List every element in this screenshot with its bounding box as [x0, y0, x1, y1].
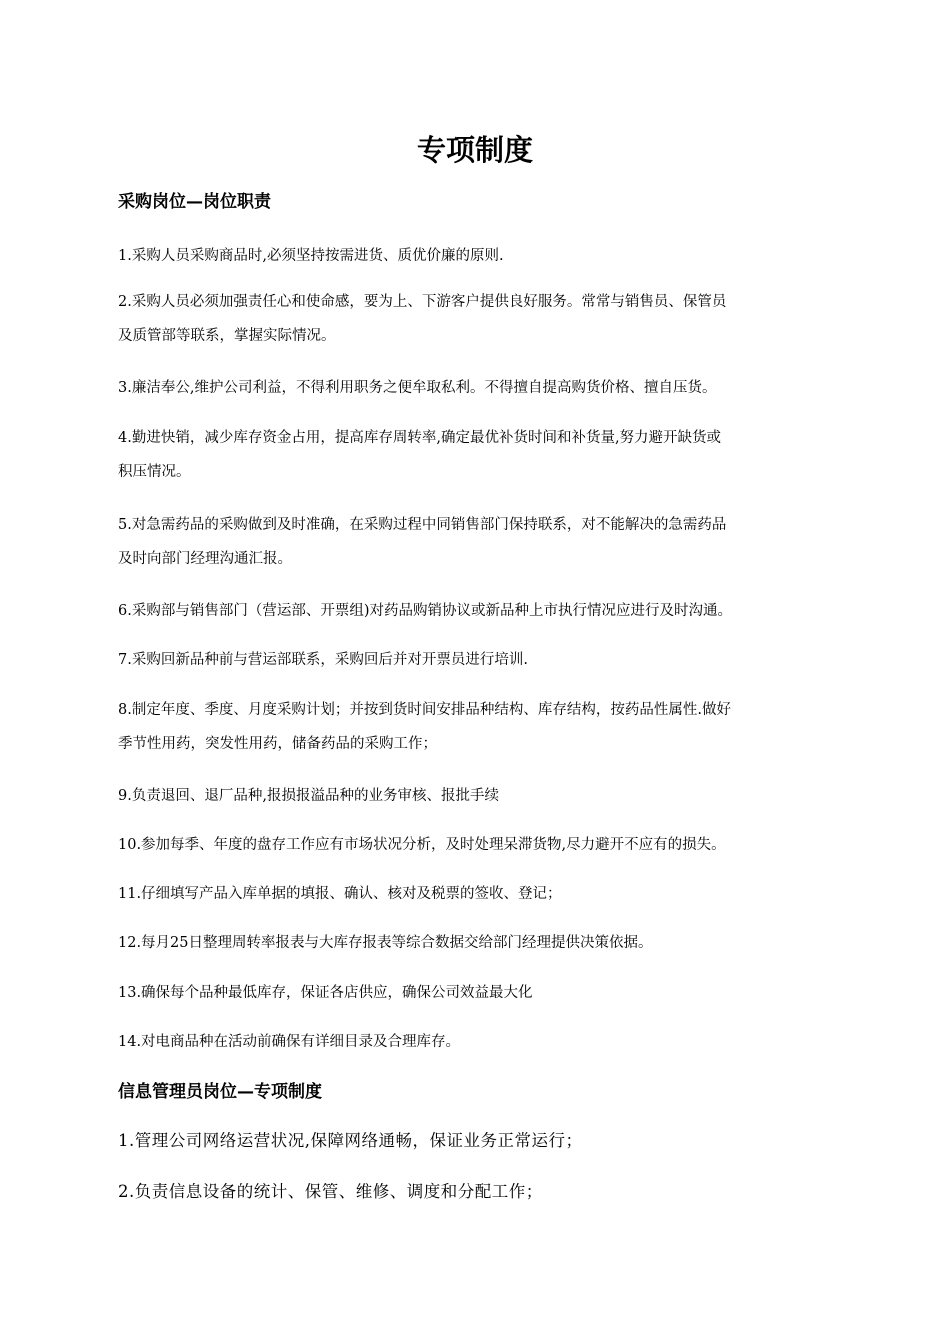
item-line: 10.参加每季、年度的盘存工作应有市场状况分析，及时处理呆滞货物,尽力避开不应有的损失。 — [118, 837, 726, 853]
list-item — [118, 693, 838, 761]
list-item — [118, 285, 838, 353]
item-line: 11.仔细填写产品入库单据的填报、确认、核对及税票的签收、登记； — [118, 886, 562, 902]
item-line: 9.负责退回、退厂品种,报损报溢品种的业务审核、报批手续 — [118, 788, 499, 804]
item-line: 1.采购人员采购商品时,必须坚持按需进货、质优价廉的原则. — [118, 248, 504, 264]
page-title: 专项制度 — [416, 133, 533, 167]
item-line: 7.采购回新品种前与营运部联系，采购回后并对开票员进行培训. — [118, 652, 528, 668]
list-item: 2.负责信息设备的统计、保管、维修、调度和分配工作； — [118, 1182, 543, 1201]
list-item — [118, 926, 838, 960]
item-line: 12.每月25日整理周转率报表与大库存报表等综合数据交给部门经理提供决策依据。 — [118, 935, 653, 951]
item-line: 8.制定年度、季度、月度采购计划；并按到货时间安排品种结构、库存结构，按药品性属性.做好 — [118, 702, 731, 718]
item-line: 5.对急需药品的采购做到及时准确，在采购过程中同销售部门保持联系，对不能解决的急需药品 — [118, 517, 727, 533]
list-item: 1.管理公司网络运营状况,保障网络通畅，保证业务正常运行； — [118, 1131, 583, 1150]
list-item — [118, 594, 838, 628]
list-item — [118, 643, 838, 677]
list-item — [118, 508, 838, 576]
item-line: 及时向部门经理沟通汇报。 — [118, 551, 292, 567]
list-item — [118, 1025, 838, 1059]
list-item — [118, 239, 838, 273]
item-line: 14.对电商品种在活动前确保有详细目录及合理库存。 — [118, 1034, 461, 1050]
section-heading-procurement: 采购岗位—岗位职责 — [118, 192, 271, 212]
list-item — [118, 828, 838, 862]
item-line: 4.勤进快销，减少库存资金占用，提高库存周转率,确定最优补货时间和补货量,努力避开缺货或 — [118, 430, 722, 446]
list-item — [118, 371, 838, 405]
list-item — [118, 877, 838, 911]
list-item — [118, 779, 838, 813]
item-line: 2.采购人员必须加强责任心和使命感，要为上、下游客户提供良好服务。常常与销售员、保管员 — [118, 294, 727, 310]
section-heading-info-manager: 信息管理员岗位—专项制度 — [118, 1082, 322, 1102]
item-line: 及质管部等联系，掌握实际情况。 — [118, 328, 336, 344]
item-line: 积压情况。 — [118, 464, 191, 480]
list-item — [118, 421, 838, 489]
item-line: 季节性用药，突发性用药，储备药品的采购工作； — [118, 736, 437, 752]
list-item — [118, 976, 838, 1010]
item-line: 6.采购部与销售部门（营运部、开票组)对药品购销协议或新品种上市执行情况应进行及时沟通。 — [118, 603, 732, 619]
item-line: 3.廉洁奉公,维护公司利益，不得利用职务之便牟取私利。不得擅自提高购货价格、擅自压货。 — [118, 380, 717, 396]
item-line: 13.确保每个品种最低库存，保证各店供应，确保公司效益最大化 — [118, 985, 533, 1001]
